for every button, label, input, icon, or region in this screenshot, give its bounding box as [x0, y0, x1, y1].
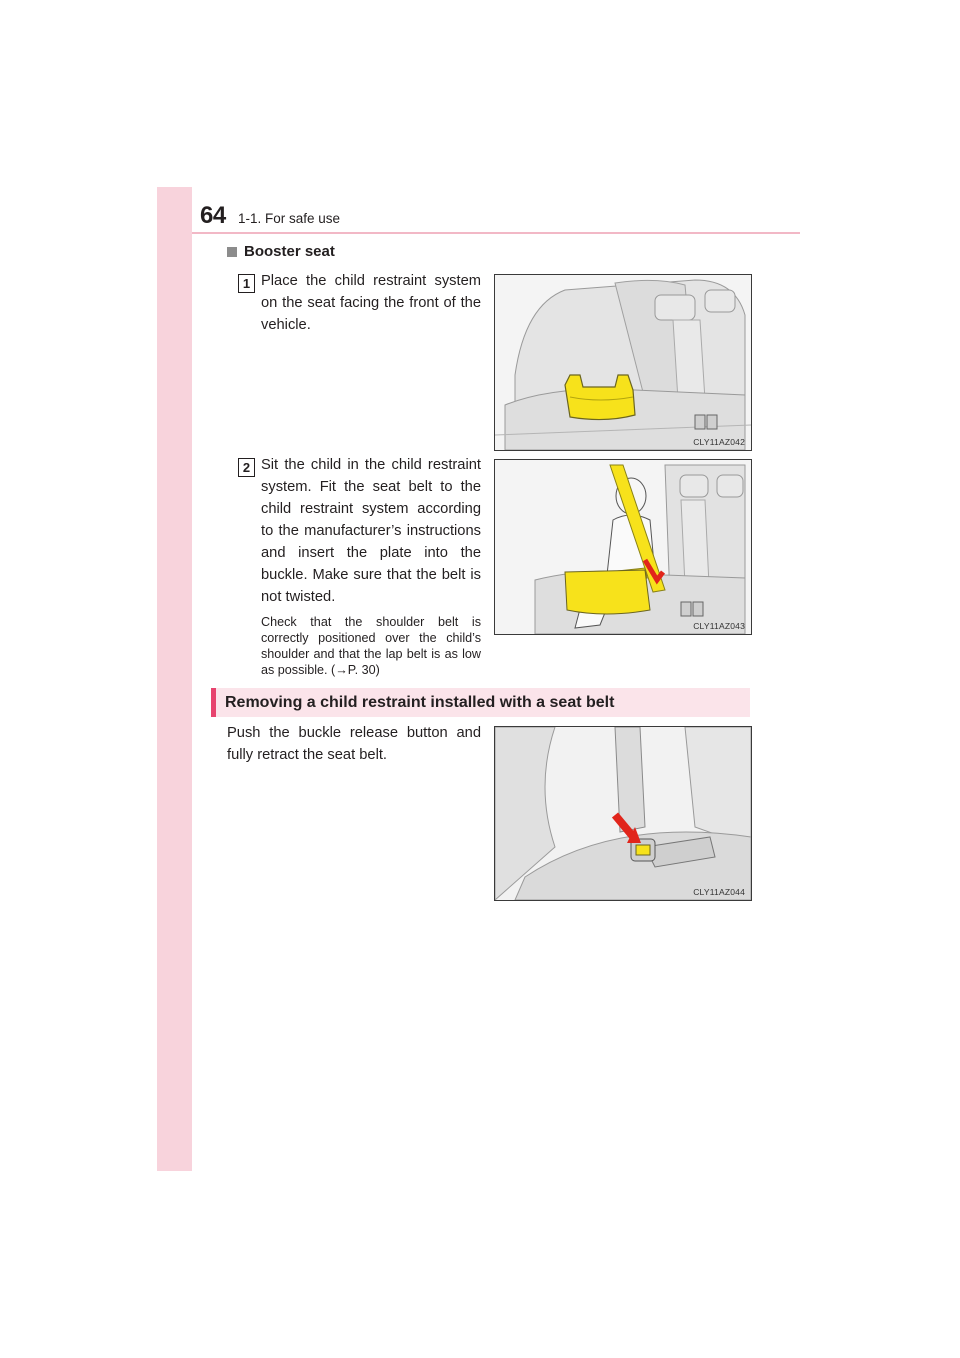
removing-heading-text: Removing a child restraint installed with a seat belt: [225, 693, 615, 711]
image-code-3: CLY11AZ044: [693, 887, 745, 897]
booster-seat-subheading: [227, 243, 335, 260]
step-1-text: Place the child restraint system on the seat facing the front of the vehicle.: [261, 273, 481, 333]
image-code-1: CLY11AZ042: [693, 437, 745, 447]
section-title: 1-1. For safe use: [238, 211, 341, 226]
step-2-note: Check that the shoulder belt is correctly positioned over the child’s shoulder and that the lap belt is as low as possible. (→P. 30): [261, 615, 481, 677]
buckle-release-illustration: [494, 726, 752, 901]
square-bullet-icon: [227, 247, 237, 257]
step-2-text: Sit the child in the child restraint system. Fit the seat belt to the child restraint system according to the manufacturer’s instructions and insert the plate into the buckle. Make sure that the belt is not twisted.: [261, 457, 481, 605]
booster-seat-title: Booster seat: [244, 243, 335, 260]
booster-seat-placement-illustration: [494, 274, 752, 451]
header-rule: [192, 232, 800, 234]
image-code-2: CLY11AZ043: [693, 621, 745, 631]
page-number: 64: [200, 202, 226, 229]
removing-section-heading: [211, 688, 750, 717]
child-seat-belt-illustration: [494, 459, 752, 635]
side-color-strip: [157, 187, 192, 1171]
step-1-badge: 1: [238, 274, 255, 293]
step-2-badge: 2: [238, 458, 255, 477]
removing-text: Push the buckle release button and fully retract the seat belt.: [227, 725, 481, 763]
